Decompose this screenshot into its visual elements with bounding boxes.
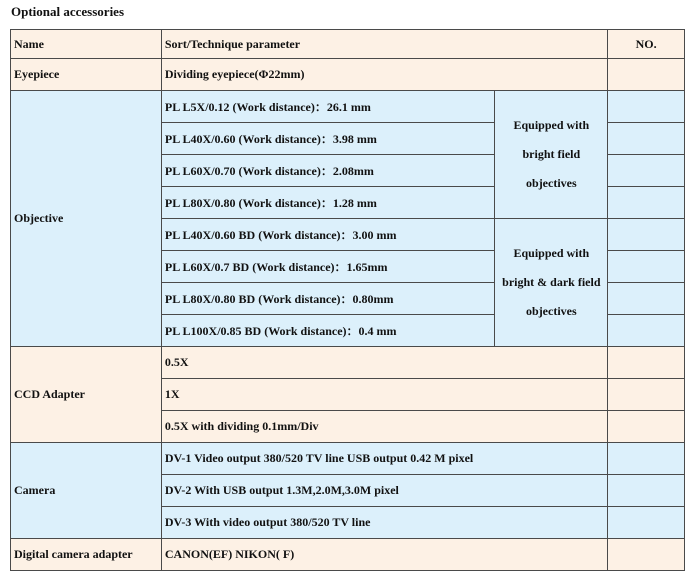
no-cell — [608, 315, 685, 347]
ccd-name: CCD Adapter — [11, 347, 162, 443]
ccd-item: 0.5X — [161, 347, 607, 379]
objective-item: PL L60X/0.7 BD (Work distance)：1.65mm — [161, 251, 495, 283]
header-no: NO. — [608, 30, 685, 59]
no-cell — [608, 219, 685, 251]
camera-item: DV-3 With video output 380/520 TV line — [161, 507, 607, 539]
no-cell — [608, 283, 685, 315]
dark-field-note: Equipped with bright & dark field objectives — [495, 219, 608, 347]
eyepiece-row — [11, 59, 685, 91]
header-name: Name — [11, 30, 162, 59]
ccd-item: 0.5X with dividing 0.1mm/Div — [161, 411, 607, 443]
objective-item: PL L40X/0.60 (Work distance)：3.98 mm — [161, 123, 495, 155]
objective-item: PL L60X/0.70 (Work distance)：2.08mm — [161, 155, 495, 187]
ccd-item: 1X — [161, 379, 607, 411]
no-cell — [608, 443, 685, 475]
camera-item: DV-1 Video output 380/520 TV line USB output 0.42 M pixel — [161, 443, 607, 475]
header-row — [11, 30, 685, 59]
no-cell — [608, 91, 685, 123]
table-row — [11, 347, 685, 379]
no-cell — [608, 507, 685, 539]
no-cell — [608, 155, 685, 187]
no-cell — [608, 347, 685, 379]
camera-name: Camera — [11, 443, 162, 539]
eyepiece-no — [608, 59, 685, 91]
objective-name: Objective — [11, 91, 162, 347]
no-cell — [608, 411, 685, 443]
no-cell — [608, 187, 685, 219]
bright-field-note: Equipped with bright field objectives — [495, 91, 608, 219]
table-row — [11, 443, 685, 475]
accessories-table — [10, 29, 685, 571]
objective-item: PL L80X/0.80 (Work distance)：1.28 mm — [161, 187, 495, 219]
table-row — [11, 539, 685, 571]
objective-item: PL L5X/0.12 (Work distance)：26.1 mm — [161, 91, 495, 123]
no-cell — [608, 539, 685, 571]
no-cell — [608, 251, 685, 283]
section-title: Optional accessories — [11, 4, 125, 19]
table-row — [11, 91, 685, 123]
objective-item: PL L40X/0.60 BD (Work distance)：3.00 mm — [161, 219, 495, 251]
header-param: Sort/Technique parameter — [161, 30, 607, 59]
digital-param: CANON(EF) NIKON( F) — [161, 539, 607, 571]
no-cell — [608, 379, 685, 411]
digital-name: Digital camera adapter — [11, 539, 162, 571]
no-cell — [608, 123, 685, 155]
camera-item: DV-2 With USB output 1.3M,2.0M,3.0M pixel — [161, 475, 607, 507]
eyepiece-name: Eyepiece — [11, 59, 162, 91]
eyepiece-param: Dividing eyepiece(Φ22mm) — [161, 59, 607, 91]
objective-item: PL L80X/0.80 BD (Work distance)：0.80mm — [161, 283, 495, 315]
no-cell — [608, 475, 685, 507]
objective-item: PL L100X/0.85 BD (Work distance)：0.4 mm — [161, 315, 495, 347]
